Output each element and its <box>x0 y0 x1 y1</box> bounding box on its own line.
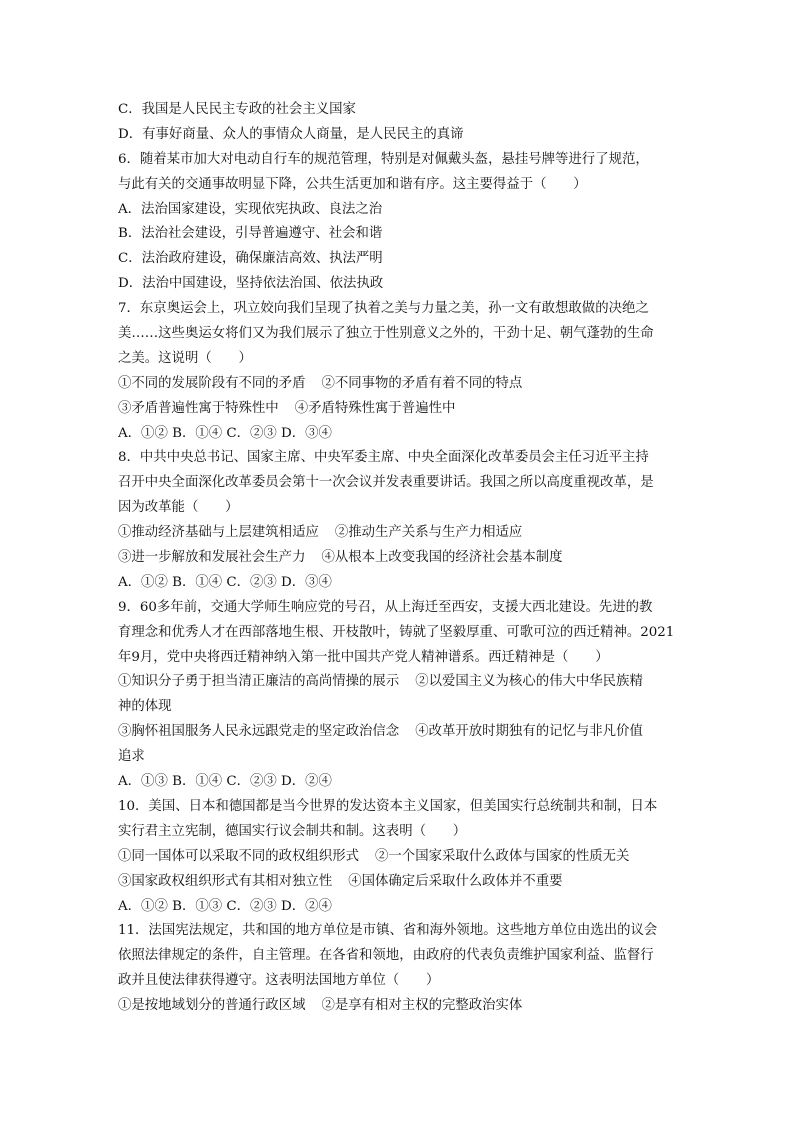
text-line: C．我国是人民民主专政的社会主义国家 <box>118 102 356 117</box>
text-line: 实行君主立宪制，德国实行议会制共和制。这表明（ ） <box>118 823 467 839</box>
text-line: 与此有关的交通事故明显下降，公共生活更加和谐有序。这主要得益于（ ） <box>118 176 587 192</box>
option-statement: ④改革开放时期独有的记忆与非凡价值 <box>415 724 643 740</box>
answer-choices: A．①③ B．①④ C．②③ D．②④ <box>118 774 332 790</box>
option-pair-line <box>118 397 678 422</box>
option-statement: ②推动生产关系与生产力相适应 <box>334 525 523 541</box>
text-line: 追求 <box>118 749 145 765</box>
text-line: 8．中共中央总书记、国家主席、中央军委主席、中央全面深化改革委员会主任习近平主持 <box>118 450 649 466</box>
option-pair-line <box>118 546 678 571</box>
option-statement: ③矛盾普遍性寓于特殊性中 <box>118 400 279 416</box>
option-pair-line <box>118 720 678 745</box>
text-line: 年9月，党中央将西迁精神纳入第一批中国共产党人精神谱系。西迁精神是（ ） <box>118 649 609 665</box>
option-statement: ①推动经济基础与上层建筑相适应 <box>118 525 319 541</box>
text-line: 之美。这说明（ ） <box>118 350 252 366</box>
answer-choices: A．①② B．①③ C．②③ D．②④ <box>118 898 332 914</box>
text-line: 召开中央全面深化改革委员会第十一次会议并发表重要讲话。我国之所以高度重视改革，是 <box>118 475 654 491</box>
option-pair-line <box>118 521 678 546</box>
text-line: 因为改革能（ ） <box>118 500 239 516</box>
text-line: D．法治中国建设，坚持依法治国、依法执政 <box>118 276 384 292</box>
text-line: 美……这些奥运女将们又为我们展示了独立于性别意义之外的，干劲十足、朝气蓬勃的生命 <box>118 326 654 342</box>
text-line: B．法治社会建设，引导普遍遵守、社会和谐 <box>118 226 383 242</box>
option-pair-line <box>118 994 678 1019</box>
text-line: C．法治政府建设，确保廉洁高效、执法严明 <box>118 251 383 267</box>
exam-page <box>118 98 678 1019</box>
option-statement: ②一个国家采取什么政体与国家的性质无关 <box>375 848 630 864</box>
option-pair-line <box>118 870 678 895</box>
option-pair-line <box>118 845 678 870</box>
option-statement: ①同一国体可以采取不同的政权组织形式 <box>118 848 360 864</box>
text-line: 7．东京奥运会上，巩立姣向我们呈现了执着之美与力量之美，孙一文有敢想敢做的决绝之 <box>118 301 649 317</box>
option-statement: ③国家政权组织形式有其相对独立性 <box>118 873 333 889</box>
option-statement: ①是按地域划分的普通行政区域 <box>118 998 306 1014</box>
option-statement: ④国体确定后采取什么政体并不重要 <box>348 873 563 889</box>
option-statement: ②以爱国主义为核心的伟大中华民族精 <box>415 674 643 690</box>
text-line: 依照法律规定的条件，自主管理。在各省和领地，由政府的代表负责维护国家利益、监督行 <box>118 948 654 964</box>
option-statement: ①知识分子勇于担当清正廉洁的高尚情操的展示 <box>118 674 400 690</box>
option-statement: ①不同的发展阶段有不同的矛盾 <box>118 375 306 391</box>
option-statement: ②是享有相对主权的完整政治实体 <box>321 998 523 1014</box>
option-pair-line <box>118 670 678 695</box>
text-line: 神的体现 <box>118 699 172 715</box>
text-line: 11．法国宪法规定，共和国的地方单位是市镇、省和海外领地。这些地方单位由选出的议会 <box>118 923 658 939</box>
text-line: 政并且使法律获得遵守。这表明法国地方单位（ ） <box>118 973 440 989</box>
answer-choices: A．①② B．①④ C．②③ D．③④ <box>118 574 332 590</box>
text-line: 10．美国、日本和德国都是当今世界的发达资本主义国家，但美国实行总统制共和制，日本 <box>118 798 658 814</box>
text-line: 9．60多年前，交通大学师生响应党的号召，从上海迁至西安，支援大西北建设。先进的教 <box>118 599 653 615</box>
text-line: 育理念和优秀人才在西部落地生根、开枝散叶，铸就了坚毅厚重、可歌可泣的西迁精神。2021 <box>118 624 675 640</box>
answer-choices: A．①② B．①④ C．②③ D．③④ <box>118 425 332 441</box>
text-line: 6．随着某市加大对电动自行车的规范管理，特别是对佩戴头盔，悬挂号牌等进行了规范， <box>118 151 649 167</box>
option-statement: ③胸怀祖国服务人民永远跟党走的坚定政治信念 <box>118 724 400 740</box>
option-statement: ③进一步解放和发展社会生产力 <box>118 550 306 566</box>
text-line: A．法治国家建设，实现依宪执政、良法之治 <box>118 201 383 217</box>
option-statement: ②不同事物的矛盾有着不同的特点 <box>321 375 523 391</box>
option-statement: ④从根本上改变我国的经济社会基本制度 <box>321 550 563 566</box>
text-line: D．有事好商量、众人的事情众人商量，是人民民主的真谛 <box>118 126 464 142</box>
option-statement: ④矛盾特殊性寓于普遍性中 <box>294 400 456 416</box>
option-pair-line <box>118 372 678 397</box>
